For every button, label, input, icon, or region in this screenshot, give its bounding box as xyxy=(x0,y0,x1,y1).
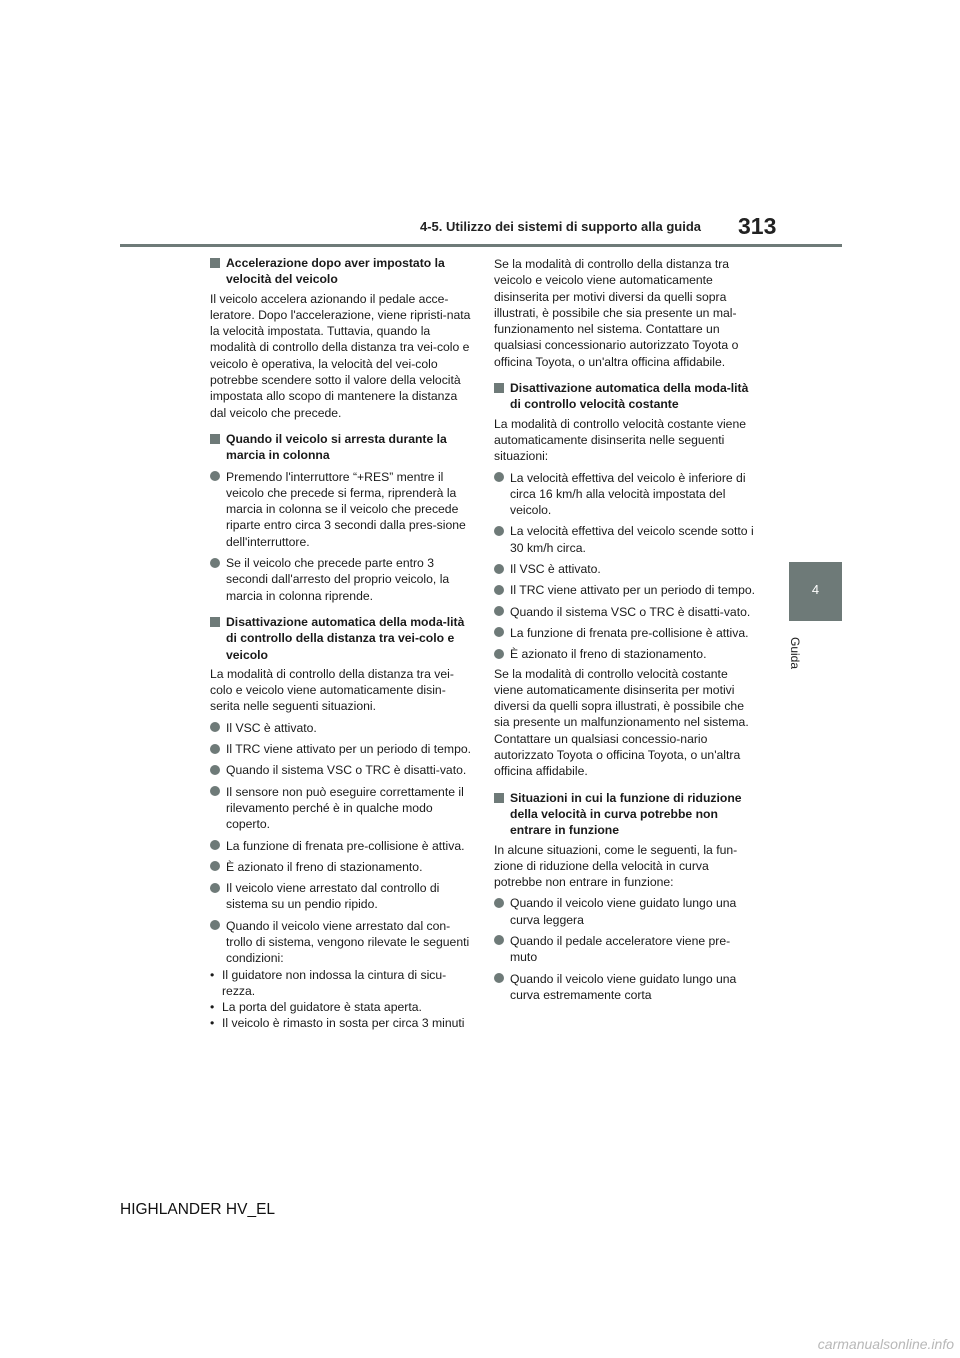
bullet-text: Quando il sistema VSC o TRC è disatti-vato. xyxy=(510,604,751,619)
sub-list-item xyxy=(210,999,472,1015)
circle-bullet-icon xyxy=(210,558,220,568)
circle-bullet-icon xyxy=(494,627,504,637)
list-item xyxy=(210,720,472,736)
bullet-text: Il veicolo viene arrestato dal controllo di sistema su un pendio ripido. xyxy=(226,881,440,912)
list-item xyxy=(494,561,756,577)
list-item xyxy=(494,604,756,620)
bullet-text: La velocità effettiva del veicolo scende sotto i 30 km/h circa. xyxy=(510,524,754,555)
square-bullet-icon xyxy=(494,793,504,803)
bullet-text: Quando il veicolo viene guidato lungo una curva leggera xyxy=(510,896,737,927)
list-item xyxy=(210,555,472,604)
para-text: La modalità di controllo velocità costante viene automaticamente disinserita nelle seguenti situazioni: xyxy=(494,416,747,464)
bullet-text: Il VSC è attivato. xyxy=(510,562,601,577)
bullet-text: La funzione di frenata pre-collisione è attiva. xyxy=(510,625,749,640)
list-item xyxy=(210,741,472,757)
bullet-text: Il TRC viene attivato per un periodo di tempo. xyxy=(226,742,472,757)
para-text: La modalità di controllo della distanza tra vei-colo e veicolo viene automaticamente disin-serita nelle seguenti situazioni. xyxy=(210,666,454,714)
para-text: Se la modalità di controllo velocità costante viene automaticamente disinserita per motivi diversi da quelli sopra illustrati, è possibile che sia presente un malfunzionamento nel sistema. Contattare un qualsiasi concessio-nario autorizzato Toyota o officina Toyota, o un'altra officina affidabile. xyxy=(494,666,749,779)
list-item xyxy=(210,880,472,913)
bullet-text: La funzione di frenata pre-collisione è attiva. xyxy=(226,838,465,853)
circle-bullet-icon xyxy=(210,471,220,481)
bullet-text: Quando il veicolo viene arrestato dal con-trollo di sistema, vengono rilevate le seguenti condizioni: xyxy=(226,918,470,966)
sub-text: La porta del guidatore è stata aperta. xyxy=(222,1000,422,1015)
para-text: In alcune situazioni, come le seguenti, la fun-zione di riduzione della velocità in curva potrebbe non entrare in funzione: xyxy=(494,842,738,890)
heading-text: Quando il veicolo si arresta durante la marcia in colonna xyxy=(226,431,447,463)
dot-bullet-icon: • xyxy=(210,1016,215,1031)
list-item xyxy=(494,971,756,1004)
left-column xyxy=(210,253,472,1032)
bullet-text: Se il veicolo che precede parte entro 3 secondi dall'arresto del proprio veicolo, la marcia in colonna riprende. xyxy=(226,556,450,603)
circle-bullet-icon xyxy=(210,840,220,850)
heading-text: Disattivazione automatica della moda-lità di controllo della distanza tra vei-colo e veicolo xyxy=(226,614,465,662)
para-text: Il veicolo accelera azionando il pedale acce-leratore. Dopo l'accelerazione, viene ripristi-nata la velocità impostata. Tuttavia, quando la modalità di controllo della distanza tra vei-colo e veicolo è operativa, la velocità del vei-colo potrebbe scendere sotto il valore della velocità impostata allo scopo di mantenere la distanza dal veicolo che precede. xyxy=(210,291,471,420)
bullet-text: Quando il pedale acceleratore viene pre-muto xyxy=(510,933,731,965)
header-divider xyxy=(120,244,842,247)
circle-bullet-icon xyxy=(494,606,504,616)
circle-bullet-icon xyxy=(210,861,220,871)
circle-bullet-icon xyxy=(210,722,220,732)
circle-bullet-icon xyxy=(494,585,504,595)
bullet-text: Quando il veicolo viene guidato lungo una curva estremamente corta xyxy=(510,971,737,1002)
list-item xyxy=(494,470,756,519)
circle-bullet-icon xyxy=(494,472,504,482)
heading-text: Situazioni in cui la funzione di riduzione della velocità in curva potrebbe non entrare in funzione xyxy=(510,790,742,838)
circle-bullet-icon xyxy=(494,898,504,908)
para-text: Se la modalità di controllo della distanza tra veicolo e veicolo viene automaticamente disinserita per motivi diversi da quelli sopra illustrati, è possibile che sia presente un mal-funzionamento nel sistema. Contattare un qualsiasi concessionario autorizzato Toyota o officina Toyota, o un'altra officina affidabile. xyxy=(494,257,739,369)
sub-list-item xyxy=(210,967,472,1000)
list-item xyxy=(494,933,756,966)
circle-bullet-icon xyxy=(210,786,220,796)
bullet-text: È azionato il freno di stazionamento. xyxy=(510,647,707,662)
circle-bullet-icon xyxy=(210,744,220,754)
square-bullet-icon xyxy=(210,617,220,627)
list-item xyxy=(210,469,472,550)
sub-text: Il veicolo è rimasto in sosta per circa 3 minuti xyxy=(222,1016,465,1031)
section-title: 4-5. Utilizzo dei sistemi di supporto alla guida xyxy=(420,219,701,234)
circle-bullet-icon xyxy=(210,920,220,930)
bullet-text: Il TRC viene attivato per un periodo di tempo. xyxy=(510,583,756,598)
circle-bullet-icon xyxy=(494,526,504,536)
list-item xyxy=(210,918,472,967)
circle-bullet-icon xyxy=(494,935,504,945)
paragraph xyxy=(494,842,756,891)
footer-model: HIGHLANDER HV_EL xyxy=(120,1201,276,1218)
section-heading xyxy=(494,380,756,413)
list-item xyxy=(494,582,756,598)
section-heading xyxy=(494,790,756,839)
sub-list-item xyxy=(210,1015,472,1031)
bullet-text: Quando il sistema VSC o TRC è disatti-vato. xyxy=(226,763,467,778)
section-heading xyxy=(210,614,472,663)
heading-text: Disattivazione automatica della moda-lità di controllo velocità costante xyxy=(510,381,749,412)
bullet-text: Il VSC è attivato. xyxy=(226,720,317,735)
paragraph xyxy=(494,416,756,465)
paragraph xyxy=(210,666,472,715)
chapter-label-text: Guida xyxy=(788,636,803,670)
chapter-label xyxy=(787,632,807,682)
circle-bullet-icon xyxy=(494,649,504,659)
list-item xyxy=(494,625,756,641)
sub-text: Il guidatore non indossa la cintura di sicu-rezza. xyxy=(222,967,447,998)
paragraph xyxy=(210,291,472,421)
circle-bullet-icon xyxy=(494,564,504,574)
list-item xyxy=(210,762,472,778)
square-bullet-icon xyxy=(210,434,220,444)
list-item xyxy=(494,523,756,556)
square-bullet-icon xyxy=(210,258,220,268)
paragraph xyxy=(494,256,756,370)
bullet-text: È azionato il freno di stazionamento. xyxy=(226,859,423,874)
watermark: carmanualsonline.info xyxy=(817,1336,954,1352)
heading-text: Accelerazione dopo aver impostato la velocità del veicolo xyxy=(226,256,445,287)
bullet-text: Il sensore non può eseguire correttamente il rilevamento perché è in qualche modo coperto. xyxy=(226,784,464,832)
list-item xyxy=(494,646,756,662)
section-heading xyxy=(210,255,472,288)
circle-bullet-icon xyxy=(210,883,220,893)
chapter-number: 4 xyxy=(811,582,820,597)
bullet-text: La velocità effettiva del veicolo è inferiore di circa 16 km/h alla velocità impostata del veicolo. xyxy=(510,470,746,518)
list-item xyxy=(210,859,472,875)
page-number: 313 xyxy=(738,213,777,239)
list-item xyxy=(494,895,756,928)
dot-bullet-icon: • xyxy=(210,1000,215,1015)
section-heading xyxy=(210,431,472,464)
dot-bullet-icon: • xyxy=(210,967,215,982)
list-item xyxy=(210,838,472,854)
bullet-text: Premendo l'interruttore “+RES” mentre il veicolo che precede si ferma, riprenderà la marcia in colonna se il veicolo che precede riparte entro circa 3 secondi dalla pres-sione dell'interruttore. xyxy=(226,469,466,549)
right-column xyxy=(494,253,756,1003)
paragraph xyxy=(494,666,756,780)
list-item xyxy=(210,784,472,833)
circle-bullet-icon xyxy=(494,973,504,983)
square-bullet-icon xyxy=(494,383,504,393)
circle-bullet-icon xyxy=(210,765,220,775)
